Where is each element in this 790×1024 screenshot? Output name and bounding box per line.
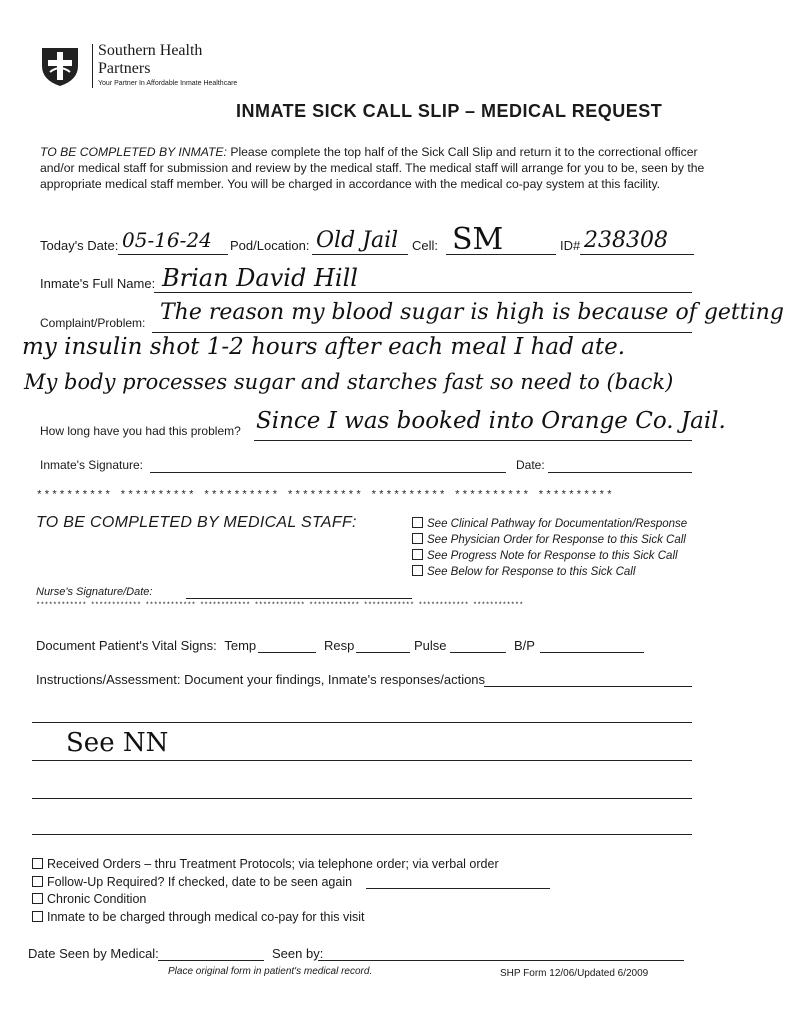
org-name: Southern Health <box>98 42 203 59</box>
pulse-label: Pulse <box>414 638 447 653</box>
org-tagline: Your Partner In Affordable Inmate Healthcare <box>98 80 238 87</box>
complaint-label: Complaint/Problem: <box>40 316 146 330</box>
check-item: Inmate to be charged through medical co-pay for this visit <box>32 909 499 927</box>
complaint-line-2: my insulin shot 1-2 hours after each meal I had ate. <box>22 334 626 360</box>
star-divider: ********** ********** ********** ********** ********** ********** ********** <box>36 490 614 502</box>
instructions-handwritten: See NN <box>66 728 169 758</box>
medical-options <box>412 516 687 580</box>
cell-value: SM <box>452 222 504 257</box>
checkbox[interactable] <box>32 893 43 904</box>
temp-label: Temp <box>224 638 257 653</box>
id-label: ID# <box>560 238 581 253</box>
vitals-label: Document Patient's Vital Signs: <box>36 638 217 653</box>
checkbox[interactable] <box>32 911 43 922</box>
page-title: INMATE SICK CALL SLIP – MEDICAL REQUEST <box>236 101 663 121</box>
medical-heading: TO BE COMPLETED BY MEDICAL STAFF: <box>36 514 357 531</box>
complaint-line-1: The reason my blood sugar is high is because of getting <box>160 300 784 325</box>
followup-checks <box>32 856 499 926</box>
resp-label: Resp <box>324 638 355 653</box>
medical-option: See Clinical Pathway for Documentation/Response <box>412 516 687 532</box>
id-value: 238308 <box>584 228 668 253</box>
nurse-sig-label: Nurse's Signature/Date: <box>36 586 153 598</box>
checkbox[interactable] <box>32 858 43 869</box>
instructions-label: Instructions/Assessment: <box>36 672 181 687</box>
form-id: SHP Form 12/06/Updated 6/2009 <box>500 968 649 979</box>
checkbox[interactable] <box>32 876 43 887</box>
pod-label: Pod/Location: <box>230 238 310 253</box>
intro-text: Please complete the top half of the Sick Call Slip and return it to the correctional officer and/or medical staff for submission and review by the medical staff. The medical staff will arrange for you to be, seen by the appropriate medical staff member. You will be charged in accordance with the medical co-pay system at this facility. <box>40 145 705 191</box>
medical-option: See Physician Order for Response to this Sick Call <box>412 532 687 548</box>
star-divider-2: ************ ************ ************ ************ ************ ************ ************ ************ ************ <box>36 602 524 610</box>
logo-divider <box>92 44 93 88</box>
name-label: Inmate's Full Name: <box>40 276 156 291</box>
checkbox[interactable] <box>412 565 423 576</box>
footer-note: Place original form in patient's medical record. <box>168 966 373 977</box>
signature-label: Inmate's Signature: <box>40 458 144 472</box>
intro-paragraph <box>40 144 720 192</box>
vitals-row <box>36 638 256 653</box>
org-name-2: Partners <box>98 60 151 77</box>
complaint-line-3: My body processes sugar and starches fast so need to (back) <box>24 370 674 394</box>
seen-by-label: Seen by: <box>272 946 324 961</box>
bp-label: B/P <box>514 638 535 653</box>
date-label: Today's Date: <box>40 238 119 253</box>
check-item: Chronic Condition <box>32 891 499 909</box>
howlong-label: How long have you had this problem? <box>40 424 241 438</box>
intro-lead: TO BE COMPLETED BY INMATE: <box>40 145 227 159</box>
logo <box>40 44 80 88</box>
instructions-text: Document your findings, Inmate's responses/actions <box>184 672 486 687</box>
check-item: Received Orders – thru Treatment Protocols; via telephone order; via verbal order <box>32 856 499 874</box>
sig-date-label: Date: <box>516 458 545 472</box>
pod-value: Old Jail <box>316 228 399 253</box>
check-item: Follow-Up Required? If checked, date to be seen again <box>32 874 499 892</box>
name-value: Brian David Hill <box>162 264 358 292</box>
instructions-row <box>36 672 485 687</box>
medical-option: See Progress Note for Response to this Sick Call <box>412 548 687 564</box>
date-seen-label: Date Seen by Medical: <box>28 946 159 961</box>
medical-option: See Below for Response to this Sick Call <box>412 564 687 580</box>
howlong-value: Since I was booked into Orange Co. Jail. <box>256 408 726 434</box>
checkbox[interactable] <box>412 533 423 544</box>
cell-label: Cell: <box>412 238 439 253</box>
checkbox[interactable] <box>412 517 423 528</box>
checkbox[interactable] <box>412 549 423 560</box>
date-value: 05-16-24 <box>122 228 212 252</box>
